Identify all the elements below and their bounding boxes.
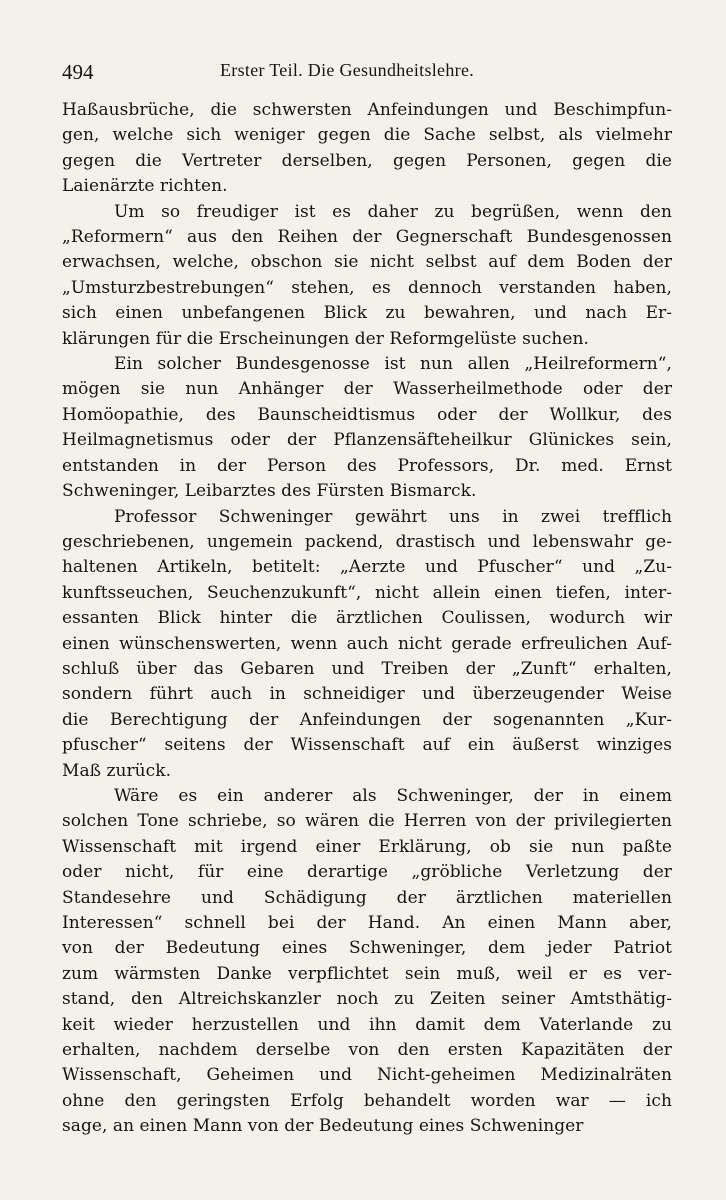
- text-line: „Reformern“ aus den Reihen der Gegnerschaft Bundesgenossen: [62, 227, 672, 248]
- text-line: Maß zurück.: [62, 760, 172, 781]
- text-line: Laienärzte richten.: [62, 176, 228, 197]
- text-line: Wäre es ein anderer als Schweninger, der in einem: [114, 785, 672, 806]
- text-line: gen, welche sich weniger gegen die Sache selbst, als vielmehr: [62, 125, 672, 146]
- text-line: erhalten, nachdem derselbe von den ersten Kapazitäten der: [62, 1040, 672, 1061]
- running-head: Erster Teil. Die Gesundheitslehre.: [220, 60, 475, 80]
- page-header: [62, 52, 672, 88]
- page-number: 494: [62, 60, 94, 84]
- paragraph: [62, 352, 672, 504]
- text-line: pfuscher“ seitens der Wissenschaft auf ein äußerst winziges: [62, 735, 672, 756]
- text-line: von der Bedeutung eines Schweninger, dem jeder Patriot: [62, 938, 672, 959]
- text-line: Standesehre und Schädigung der ärztlichen materiellen: [62, 887, 672, 908]
- text-line: ohne den geringsten Erfolg behandelt worden war — ich: [62, 1090, 672, 1111]
- text-line: entstanden in der Person des Professors, Dr. med. Ernst: [62, 455, 672, 476]
- text-line: einen wünschenswerten, wenn auch nicht gerade erfreulichen Auf-: [62, 633, 672, 654]
- text-line: Wissenschaft mit irgend einer Erklärung, ob sie nun paßte: [62, 836, 672, 857]
- text-line: Professor Schweninger gewährt uns in zwei trefflich: [114, 506, 672, 527]
- text-line: Interessen“ schnell bei der Hand. An einen Mann aber,: [62, 913, 672, 933]
- paragraph: [62, 200, 672, 352]
- text-line: sondern führt auch in schneidiger und überzeugender Weise: [62, 684, 672, 705]
- text-line: „Umsturzbestrebungen“ stehen, es dennoch verstanden haben,: [62, 277, 672, 298]
- text-line: kunftsseuchen, Seuchenzukunft“, nicht allein einen tiefen, inter-: [62, 582, 672, 603]
- text-line: sich einen unbefangenen Blick zu bewahren, und nach Er-: [62, 303, 672, 324]
- text-line: stand, den Altreichskanzler noch zu Zeiten seiner Amtsthätig-: [62, 989, 672, 1010]
- text-line: schluß über das Gebaren und Treiben der „Zunft“ erhalten,: [62, 658, 672, 679]
- text-line: gegen die Vertreter derselben, gegen Personen, gegen die: [62, 150, 672, 171]
- text-line: Um so freudiger ist es daher zu begrüßen, wenn den: [114, 201, 672, 222]
- text-line: sage, an einen Mann von der Bedeutung eines Schweninger: [62, 1116, 584, 1137]
- text-line: Haßausbrüche, die schwersten Anfeindungen und Beschimpfun-: [62, 100, 672, 120]
- text-line: haltenen Artikeln, betitelt: „Aerzte und Pfuscher“ und „Zu-: [62, 557, 672, 578]
- paragraph: [62, 505, 672, 784]
- text-line: solchen Tone schriebe, so wären die Herren von der privilegierten: [62, 811, 672, 832]
- text-line: keit wieder herzustellen und ihn damit dem Vaterlande zu: [62, 1014, 672, 1035]
- text-line: Wissenschaft, Geheimen und Nicht-geheimen Medizinalräten: [62, 1065, 672, 1086]
- paragraph: [62, 784, 672, 1140]
- book-page: [62, 52, 672, 1140]
- text-line: Ein solcher Bundesgenosse ist nun allen „Heilreformern“,: [114, 354, 672, 375]
- paragraph: [62, 98, 672, 200]
- text-line: die Berechtigung der Anfeindungen der sogenannten „Kur-: [62, 709, 672, 730]
- text-line: zum wärmsten Danke verpflichtet sein muß, weil er es ver-: [62, 963, 672, 984]
- text-line: geschriebenen, ungemein packend, drastisch und lebenswahr ge-: [62, 531, 672, 552]
- text-line: klärungen für die Erscheinungen der Reformgelüste suchen.: [62, 328, 589, 349]
- text-line: oder nicht, für eine derartige „gröbliche Verletzung der: [62, 862, 672, 883]
- text-line: erwachsen, welche, obschon sie nicht selbst auf dem Boden der: [62, 252, 672, 273]
- text-line: Schweninger, Leibarztes des Fürsten Bismarck.: [62, 481, 477, 502]
- text-line: mögen sie nun Anhänger der Wasserheilmethode oder der: [62, 379, 672, 400]
- text-line: Homöopathie, des Baunscheidtismus oder der Wollkur, des: [62, 404, 672, 425]
- text-line: essanten Blick hinter die ärztlichen Coulissen, wodurch wir: [62, 608, 672, 629]
- text-line: Heilmagnetismus oder der Pflanzensäfteheilkur Glünickes sein,: [62, 430, 672, 451]
- body-text: [62, 98, 672, 1140]
